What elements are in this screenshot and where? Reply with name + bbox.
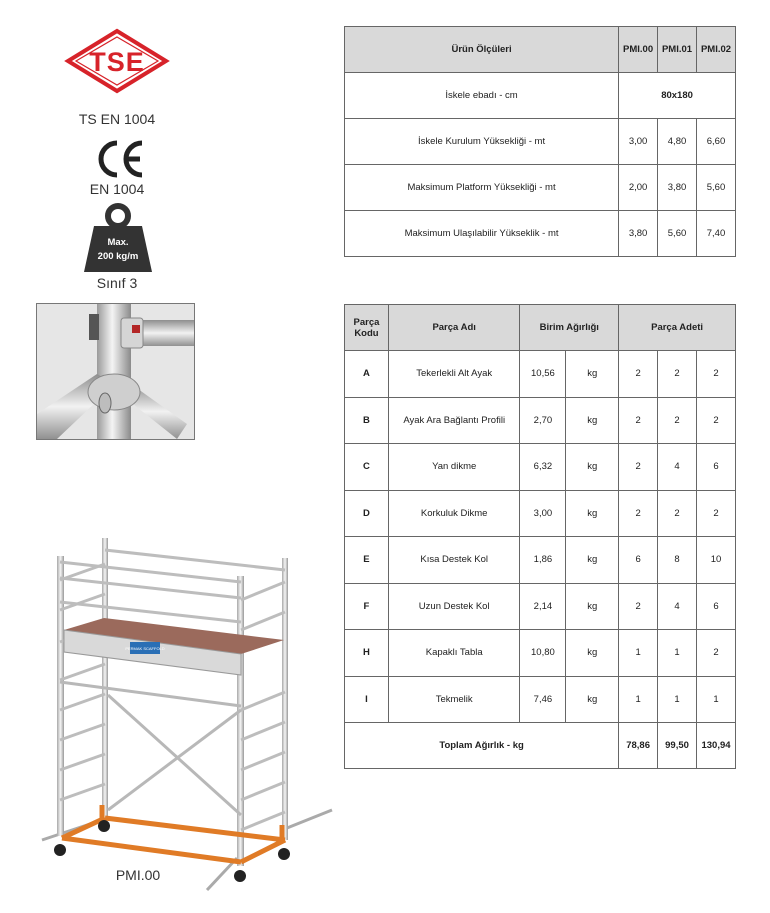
tse-logo	[64, 28, 170, 94]
table-row	[345, 676, 736, 723]
part-code-header-line1: Parça	[353, 316, 380, 328]
model-header: PMI.01	[658, 27, 697, 73]
table-row	[345, 444, 736, 491]
dimension-label: İskele Kurulum Yüksekliği - mt	[345, 119, 619, 165]
part-qty: 2	[658, 351, 697, 398]
part-qty: 2	[697, 630, 736, 677]
product-dimensions-table	[344, 26, 736, 257]
part-weight-unit: kg	[566, 583, 619, 630]
model-header: PMI.00	[619, 27, 658, 73]
table-row	[345, 165, 736, 211]
model-header: PMI.02	[697, 27, 736, 73]
ce-standard: EN 1004	[89, 181, 145, 197]
part-qty: 1	[619, 676, 658, 723]
part-qty: 6	[619, 537, 658, 584]
table-row	[345, 537, 736, 584]
part-name: Uzun Destek Kol	[388, 583, 520, 630]
part-weight: 10,56	[520, 351, 566, 398]
part-qty: 2	[619, 351, 658, 398]
scaffold-platform-label: PERMAK SCAFFOLD	[125, 646, 165, 651]
part-qty: 8	[658, 537, 697, 584]
part-code: F	[345, 583, 389, 630]
part-weight-unit: kg	[566, 397, 619, 444]
part-qty: 6	[697, 444, 736, 491]
dimension-value: 7,40	[697, 211, 736, 257]
frame-size-label: İskele ebadı - cm	[345, 73, 619, 119]
parts-header-row	[345, 305, 736, 351]
part-code: I	[345, 676, 389, 723]
table-row	[345, 211, 736, 257]
total-weight-value: 130,94	[697, 723, 736, 769]
dimension-value: 5,60	[697, 165, 736, 211]
total-weight-value: 78,86	[619, 723, 658, 769]
part-code: C	[345, 444, 389, 491]
part-name: Kısa Destek Kol	[388, 537, 520, 584]
dimension-value: 2,00	[619, 165, 658, 211]
part-qty: 2	[697, 397, 736, 444]
part-qty: 1	[658, 676, 697, 723]
dimension-value: 3,80	[658, 165, 697, 211]
part-name: Yan dikme	[388, 444, 520, 491]
part-code: B	[345, 397, 389, 444]
part-weight: 3,00	[520, 490, 566, 537]
table-row	[345, 119, 736, 165]
part-qty: 2	[658, 397, 697, 444]
part-weight: 6,32	[520, 444, 566, 491]
part-qty: 1	[697, 676, 736, 723]
dimension-value: 3,80	[619, 211, 658, 257]
part-qty: 2	[619, 397, 658, 444]
part-name: Tekmelik	[388, 676, 520, 723]
part-weight: 2,14	[520, 583, 566, 630]
part-qty: 1	[619, 630, 658, 677]
part-qty: 10	[697, 537, 736, 584]
frame-size-value: 80x180	[619, 73, 736, 119]
load-class-label: Sınıf 3	[96, 275, 138, 291]
part-weight-unit: kg	[566, 490, 619, 537]
part-weight-unit: kg	[566, 351, 619, 398]
max-load-line1: Max.	[107, 237, 129, 248]
part-code: A	[345, 351, 389, 398]
table-row	[345, 351, 736, 398]
part-qty: 2	[619, 583, 658, 630]
frame-size-row	[345, 73, 736, 119]
part-name-header: Parça Adı	[388, 305, 520, 351]
part-qty: 4	[658, 444, 697, 491]
parts-list-table	[344, 304, 736, 769]
part-weight-unit: kg	[566, 537, 619, 584]
table-row	[345, 583, 736, 630]
part-weight: 1,86	[520, 537, 566, 584]
part-code-header	[345, 305, 389, 351]
table-row	[345, 630, 736, 677]
part-qty: 1	[658, 630, 697, 677]
dimension-label: Maksimum Platform Yüksekliği - mt	[345, 165, 619, 211]
part-name: Korkuluk Dikme	[388, 490, 520, 537]
part-code: E	[345, 537, 389, 584]
part-weight: 10,80	[520, 630, 566, 677]
dimension-value: 5,60	[658, 211, 697, 257]
total-weight-row	[345, 723, 736, 769]
part-qty: 2	[619, 490, 658, 537]
tse-logo-text: TSE	[89, 47, 145, 77]
part-weight-unit: kg	[566, 444, 619, 491]
part-name: Ayak Ara Bağlantı Profili	[388, 397, 520, 444]
scaffold-illustration	[12, 520, 342, 900]
part-qty: 2	[697, 490, 736, 537]
part-weight-unit: kg	[566, 630, 619, 677]
dimensions-header-row	[345, 27, 736, 73]
ce-mark-icon	[94, 138, 146, 180]
part-qty: 6	[697, 583, 736, 630]
part-qty: 2	[697, 351, 736, 398]
part-code: D	[345, 490, 389, 537]
unit-weight-header: Birim Ağırlığı	[520, 305, 619, 351]
part-weight: 7,46	[520, 676, 566, 723]
tse-standard: TS EN 1004	[78, 111, 156, 127]
part-code-header-line2: Kodu	[354, 327, 379, 339]
part-weight: 2,70	[520, 397, 566, 444]
dimensions-header-title: Ürün Ölçüleri	[345, 27, 619, 73]
part-name: Kapaklı Tabla	[388, 630, 520, 677]
dimension-value: 3,00	[619, 119, 658, 165]
connector-detail-photo	[36, 303, 195, 440]
max-load-line2: 200 kg/m	[97, 251, 139, 262]
part-qty: 2	[658, 490, 697, 537]
table-row	[345, 490, 736, 537]
part-qty: 2	[619, 444, 658, 491]
model-caption: PMI.00	[115, 867, 161, 883]
part-weight-unit: kg	[566, 676, 619, 723]
quantity-header: Parça Adeti	[619, 305, 736, 351]
table-row	[345, 397, 736, 444]
part-code: H	[345, 630, 389, 677]
total-weight-value: 99,50	[658, 723, 697, 769]
part-name: Tekerlekli Alt Ayak	[388, 351, 520, 398]
dimension-label: Maksimum Ulaşılabilir Yükseklik - mt	[345, 211, 619, 257]
total-weight-label: Toplam Ağırlık - kg	[345, 723, 619, 769]
dimension-value: 6,60	[697, 119, 736, 165]
dimension-value: 4,80	[658, 119, 697, 165]
part-qty: 4	[658, 583, 697, 630]
